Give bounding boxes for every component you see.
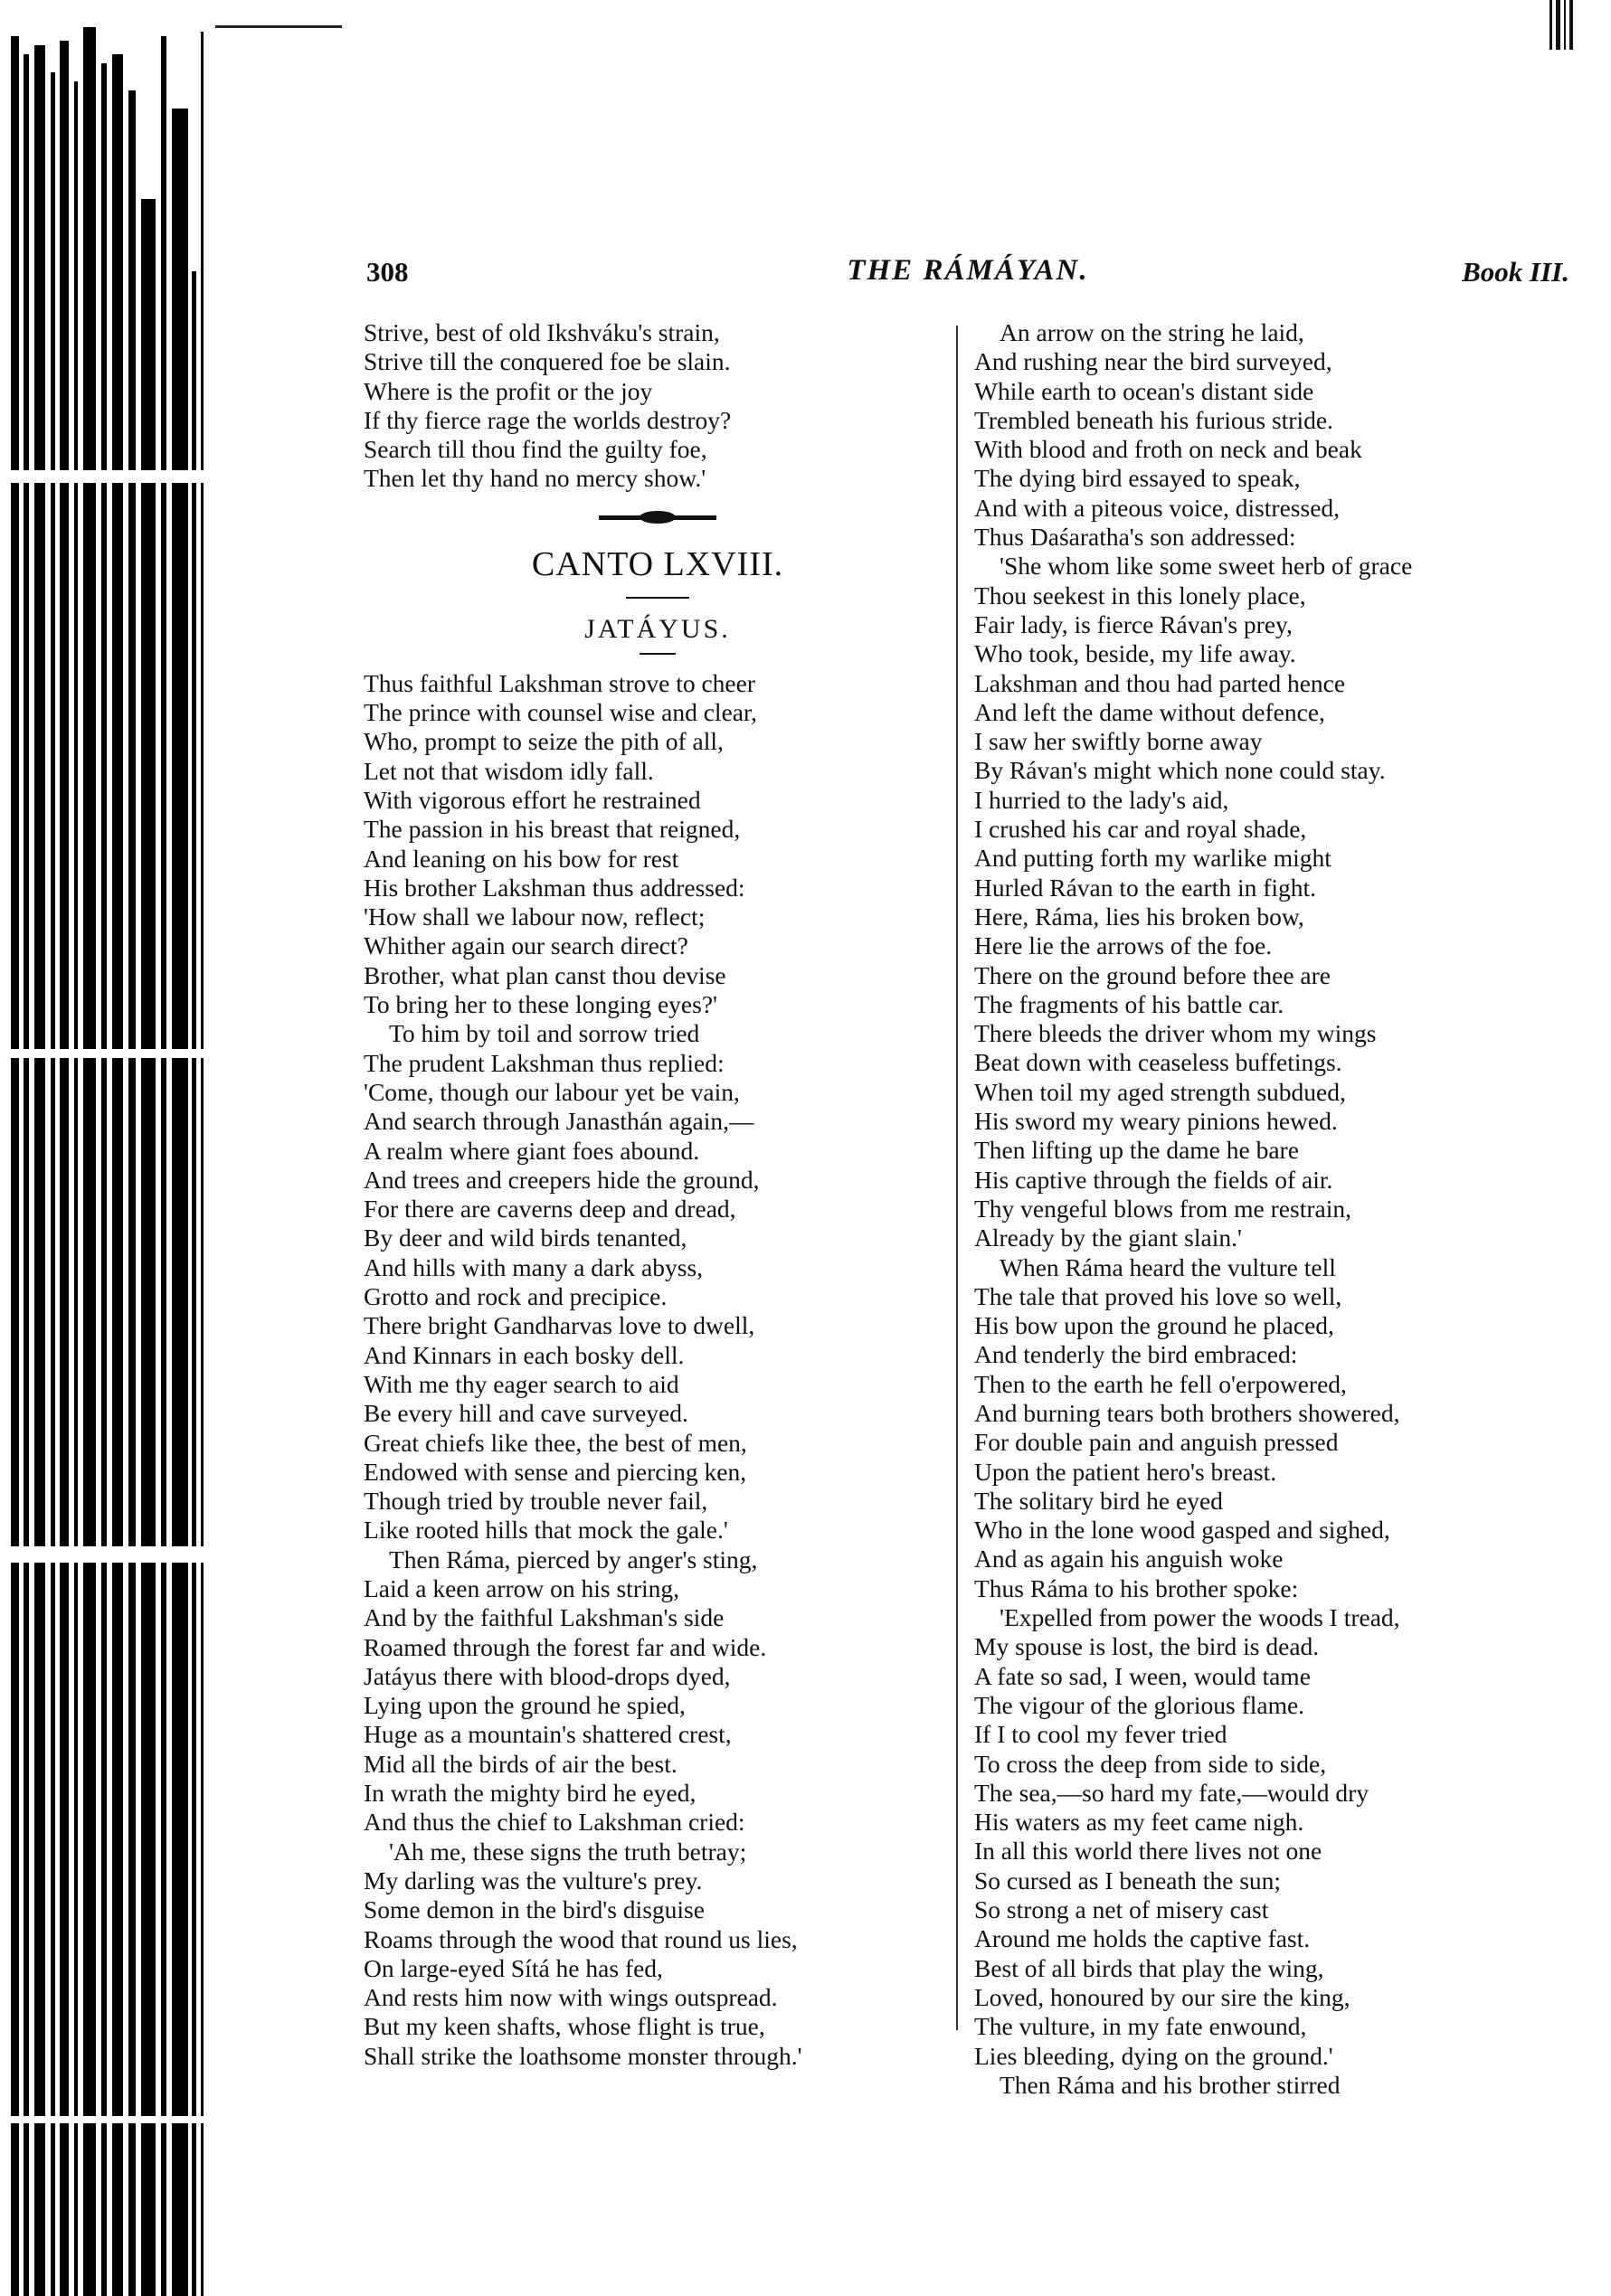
verse-line: Trembled beneath his furious stride. bbox=[974, 405, 1333, 434]
verse-line: I hurried to the lady's aid, bbox=[974, 785, 1229, 814]
book-label: Book III. bbox=[1462, 256, 1569, 288]
verse-line: In wrath the mighty bird he eyed, bbox=[364, 1779, 697, 1808]
verse-line: A fate so sad, I ween, would tame bbox=[974, 1661, 1311, 1690]
verse-line: And search through Janasthán again,— bbox=[364, 1107, 754, 1136]
verse-line: There bright Gandharvas love to dwell, bbox=[364, 1311, 755, 1340]
divider bbox=[640, 653, 676, 655]
verse-line: Who in the lone wood gasped and sighed, bbox=[974, 1516, 1390, 1545]
section-ornament bbox=[364, 494, 952, 539]
intro-stanza bbox=[364, 318, 952, 494]
verse-line: To him by toil and sorrow tried bbox=[389, 1019, 700, 1048]
verse-line: 'She whom like some sweet herb of grace bbox=[1000, 552, 1413, 581]
verse-line: For double pain and anguish pressed bbox=[974, 1428, 1339, 1457]
verse-line: Endowed with sense and piercing ken, bbox=[364, 1457, 747, 1486]
verse-line: I saw her swiftly borne away bbox=[974, 727, 1263, 756]
verse-line: When Ráma heard the vulture tell bbox=[1000, 1252, 1336, 1281]
verse-line: The prince with counsel wise and clear, bbox=[364, 698, 757, 727]
verse-line: Jatáyus there with blood-drops dyed, bbox=[364, 1661, 731, 1690]
verse-line: Brother, what plan canst thou devise bbox=[364, 960, 726, 989]
verse-line: The sea,—so hard my fate,—would dry bbox=[974, 1778, 1369, 1807]
verse-line: Mid all the birds of air the best. bbox=[364, 1749, 678, 1778]
verse-line: So cursed as I beneath the sun; bbox=[974, 1866, 1282, 1894]
canto-title: JATÁYUS. bbox=[584, 613, 731, 644]
verse-line: Be every hill and cave surveyed. bbox=[364, 1399, 688, 1428]
divider bbox=[626, 597, 689, 599]
verse-line: The vulture, in my fate enwound, bbox=[974, 2012, 1307, 2041]
verse-line: Fair lady, is fierce Rávan's prey, bbox=[974, 609, 1293, 638]
verse-line: Where is the profit or the joy bbox=[364, 376, 653, 405]
verse-line: Whither again our search direct? bbox=[364, 931, 688, 960]
verse-line: 'Come, though our labour yet be vain, bbox=[364, 1077, 740, 1106]
scanned-book-edge bbox=[0, 0, 226, 2296]
verse-line: In all this world there lives not one bbox=[974, 1837, 1322, 1866]
verse-line: With vigorous effort he restrained bbox=[364, 785, 701, 814]
verse-line: Thus Ráma to his brother spoke: bbox=[974, 1573, 1299, 1602]
verse-line: My spouse is lost, the bird is dead. bbox=[974, 1632, 1320, 1661]
verse-line: Some demon in the bird's disguise bbox=[364, 1895, 705, 1924]
verse-line: And hills with many a dark abyss, bbox=[364, 1252, 704, 1281]
verse-line: And left the dame without defence, bbox=[974, 697, 1325, 726]
verse-line: Here lie the arrows of the foe. bbox=[974, 931, 1273, 960]
verse-line: Like rooted hills that mock the gale.' bbox=[364, 1516, 728, 1545]
left-column bbox=[364, 318, 952, 2071]
verse-line: By Rávan's might which none could stay. bbox=[974, 756, 1386, 785]
verse-line: And burning tears both brothers showered, bbox=[974, 1398, 1400, 1427]
verse-line: Then lifting up the dame he bare bbox=[974, 1136, 1299, 1165]
verse-line: His captive through the fields of air. bbox=[974, 1165, 1333, 1194]
verse-line: Great chiefs like thee, the best of men, bbox=[364, 1428, 747, 1457]
verse-line: An arrow on the string he laid, bbox=[1000, 318, 1304, 346]
verse-line: I crushed his car and royal shade, bbox=[974, 815, 1307, 844]
verse-line: The passion in his breast that reigned, bbox=[364, 815, 741, 844]
verse-line: On large-eyed Sítá he has fed, bbox=[364, 1953, 663, 1982]
verse-line: Then let thy hand no mercy show.' bbox=[364, 464, 706, 493]
verse-line: Then Ráma, pierced by anger's sting, bbox=[389, 1545, 758, 1573]
verse-line: When toil my aged strength subdued, bbox=[974, 1077, 1346, 1106]
verse-line: Strive, best of old Ikshváku's strain, bbox=[364, 318, 720, 346]
verse-line: To cross the deep from side to side, bbox=[974, 1749, 1327, 1778]
verse-line: The prudent Lakshman thus replied: bbox=[364, 1048, 725, 1077]
verse-line: With blood and froth on neck and beak bbox=[974, 435, 1362, 464]
running-title: THE RÁMÁYAN. bbox=[847, 254, 1089, 287]
verse-line: The vigour of the glorious flame. bbox=[974, 1690, 1305, 1719]
verse-line: Thus Daśaratha's son addressed: bbox=[974, 523, 1296, 552]
verse-line: Who took, beside, my life away. bbox=[974, 639, 1296, 668]
verse-line: Upon the patient hero's breast. bbox=[974, 1457, 1277, 1486]
verse-line: For there are caverns deep and dread, bbox=[364, 1195, 736, 1224]
verse-line: And with a piteous voice, distressed, bbox=[974, 493, 1341, 522]
verse-line: Search till thou find the guilty foe, bbox=[364, 435, 707, 464]
verse-line: Though tried by trouble never fail, bbox=[364, 1487, 708, 1516]
verse-line: There on the ground before thee are bbox=[974, 960, 1331, 989]
verse-line: Huge as a mountain's shattered crest, bbox=[364, 1720, 732, 1749]
page-number: 308 bbox=[366, 256, 409, 288]
verse-line: But my keen shafts, whose flight is true, bbox=[364, 2012, 765, 2041]
scan-artifact-top bbox=[215, 25, 342, 35]
verse-line: Let not that wisdom idly fall. bbox=[364, 756, 654, 785]
verse-line: A realm where giant foes abound. bbox=[364, 1136, 700, 1165]
right-column bbox=[974, 318, 1540, 2100]
verse-line: His bow upon the ground he placed, bbox=[974, 1311, 1334, 1340]
verse-line: To bring her to these longing eyes?' bbox=[364, 990, 717, 1019]
verse-line: Laid a keen arrow on his string, bbox=[364, 1573, 680, 1602]
verse-line: Roamed through the forest far and wide. bbox=[364, 1632, 767, 1661]
verse-line: My darling was the vulture's prey. bbox=[364, 1866, 703, 1894]
verse-line: Lying upon the ground he spied, bbox=[364, 1691, 686, 1720]
verse-line: So strong a net of misery cast bbox=[974, 1895, 1269, 1924]
verse-line: Hurled Rávan to the earth in fight. bbox=[974, 873, 1317, 902]
verse-line: Beat down with ceaseless buffetings. bbox=[974, 1048, 1342, 1077]
verse-line: Then to the earth he fell o'erpowered, bbox=[974, 1369, 1347, 1398]
verse-line: With me thy eager search to aid bbox=[364, 1369, 679, 1398]
verse-line: The dying bird essayed to speak, bbox=[974, 464, 1301, 493]
verse-line: Already by the giant slain.' bbox=[974, 1224, 1242, 1252]
canto-heading: CANTO LXVIII. bbox=[531, 544, 784, 583]
verse-line: By deer and wild birds tenanted, bbox=[364, 1224, 687, 1252]
verse-line: And leaning on his bow for rest bbox=[364, 844, 679, 873]
verse-line: Around me holds the captive fast. bbox=[974, 1924, 1311, 1953]
verse-line: The fragments of his battle car. bbox=[974, 989, 1284, 1018]
verse-line: His brother Lakshman thus addressed: bbox=[364, 873, 745, 902]
verse-line: Thy vengeful blows from me restrain, bbox=[974, 1194, 1351, 1223]
verse-line: And rushing near the bird surveyed, bbox=[974, 347, 1332, 376]
verse-line: Strive till the conquered foe be slain. bbox=[364, 347, 731, 376]
scan-artifact-corner bbox=[1549, 0, 1577, 54]
verse-line: The tale that proved his love so well, bbox=[974, 1281, 1342, 1310]
verse-line: Lakshman and thou had parted hence bbox=[974, 668, 1346, 697]
verse-line: 'Ah me, these signs the truth betray; bbox=[389, 1837, 747, 1866]
verse-line: And by the faithful Lakshman's side bbox=[364, 1603, 725, 1632]
verse-line: Here, Ráma, lies his broken bow, bbox=[974, 902, 1304, 931]
verse-line: If I to cool my fever tried bbox=[974, 1720, 1227, 1749]
verse-line: If thy fierce rage the worlds destroy? bbox=[364, 405, 732, 434]
verse-line: Lies bleeding, dying on the ground.' bbox=[974, 2041, 1333, 2070]
verse-line: There bleeds the driver whom my wings bbox=[974, 1019, 1377, 1048]
verse-line: 'How shall we labour now, reflect; bbox=[364, 902, 706, 931]
verse-line: And tenderly the bird embraced: bbox=[974, 1340, 1298, 1369]
verse-line: And rests him now with wings outspread. bbox=[364, 1983, 778, 2012]
verse-line: Loved, honoured by our sire the king, bbox=[974, 1982, 1350, 2011]
page-header bbox=[366, 249, 1569, 294]
verse-line: And putting forth my warlike might bbox=[974, 844, 1331, 873]
verse-line: His waters as my feet came nigh. bbox=[974, 1808, 1304, 1837]
verse-line: Thus faithful Lakshman strove to cheer bbox=[364, 668, 755, 697]
verse-line: While earth to ocean's distant side bbox=[974, 376, 1314, 405]
verse-line: And Kinnars in each bosky dell. bbox=[364, 1340, 685, 1369]
verse-line: Thou seekest in this lonely place, bbox=[974, 581, 1306, 609]
verse-line: Then Ráma and his brother stirred bbox=[1000, 2070, 1341, 2099]
verse-line: Shall strike the loathsome monster through.' bbox=[364, 2041, 802, 2070]
verse-line: His sword my weary pinions hewed. bbox=[974, 1107, 1338, 1136]
canto-verses-left bbox=[364, 669, 952, 2071]
verse-line: And thus the chief to Lakshman cried: bbox=[364, 1808, 745, 1837]
verse-line: Grotto and rock and precipice. bbox=[364, 1282, 668, 1311]
verse-line: And as again his anguish woke bbox=[974, 1545, 1284, 1573]
verse-line: Best of all birds that play the wing, bbox=[974, 1953, 1324, 1982]
verse-line: And trees and creepers hide the ground, bbox=[364, 1165, 760, 1194]
verse-line: 'Expelled from power the woods I tread, bbox=[1000, 1603, 1400, 1632]
verse-line: The solitary bird he eyed bbox=[974, 1486, 1223, 1515]
verse-line: Roams through the wood that round us lies, bbox=[364, 1924, 798, 1953]
verse-line: Who, prompt to seize the pith of all, bbox=[364, 727, 724, 756]
column-divider bbox=[956, 326, 958, 2030]
